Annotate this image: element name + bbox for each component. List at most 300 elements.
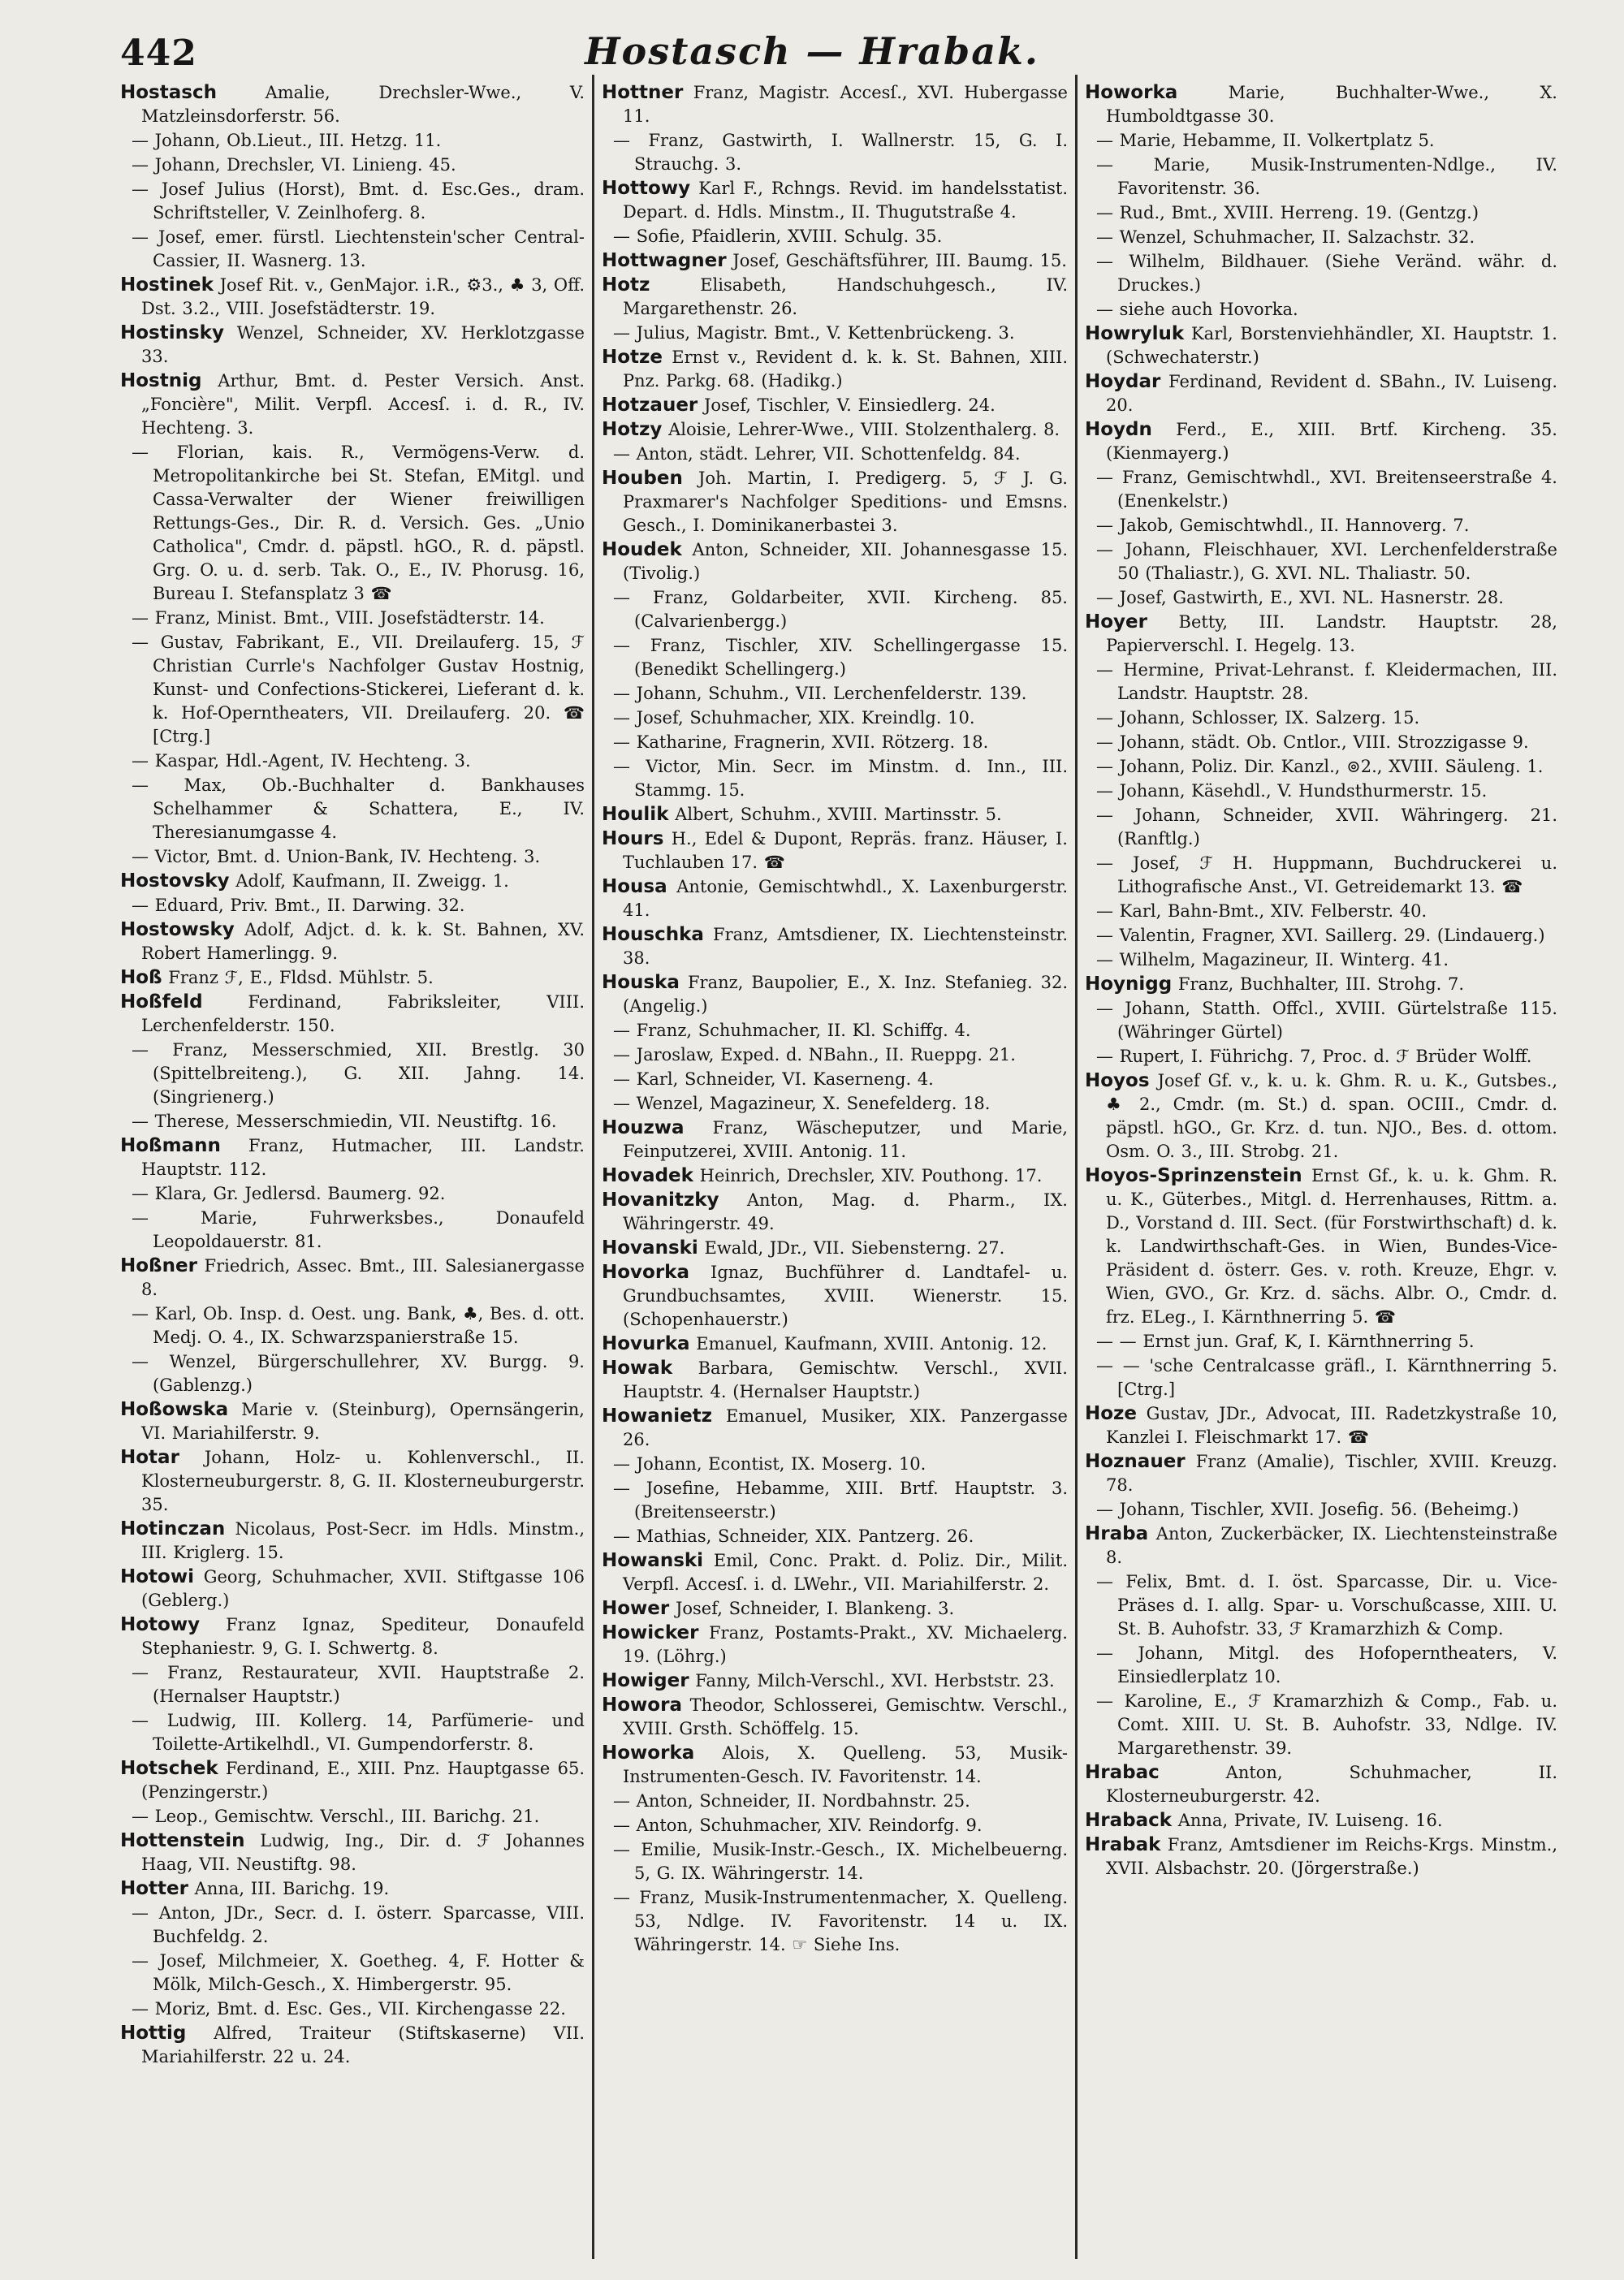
entry-surname: Hotter [120, 1878, 188, 1899]
directory-entry [1085, 418, 1557, 465]
directory-entry [602, 394, 1068, 417]
entry-details: — Johann, Statth. Offcl., XVIII. Gürtelstraße 115. (Währinger Gürtel) [1096, 999, 1557, 1042]
entry-surname: Houzwa [602, 1117, 685, 1138]
entry-details: — Karoline, E., ℱ Kramarzhizh & Comp., Fab. u. Comt. XIII. U. St. B. Auhofstr. 33, Ndlge. IV. Margarethenstr. 39. [1096, 1691, 1557, 1758]
directory-entry [602, 1237, 1068, 1260]
entry-details: Karl F., Rchngs. Revid. im handelsstatist. Depart. d. Hdls. Minstm., II. Thugutstraße 4. [623, 179, 1068, 222]
directory-entry [602, 706, 1068, 730]
directory-entry [602, 1332, 1068, 1356]
entry-details: Emanuel, Kaufmann, XVIII. Antonig. 12. [696, 1334, 1047, 1354]
directory-entry [120, 991, 585, 1038]
directory-entry [602, 1477, 1068, 1524]
directory-entry [1085, 779, 1557, 803]
directory-entry [602, 346, 1068, 393]
entry-details: — Johann, Mitgl. des Hofoperntheaters, V. Einsiedlerplatz 10. [1096, 1643, 1557, 1686]
entry-details: Franz, Baupolier, E., X. Inz. Stefanieg. 32. (Angelig.) [623, 973, 1068, 1016]
entry-details: Adolf, Adjct. d. k. k. St. Bahnen, XV. Robert Hamerlingg. 9. [141, 920, 585, 963]
entry-details: Ludwig, Ing., Dir. d. ℱ Johannes Haag, VII. Neustiftg. 98. [141, 1831, 585, 1874]
directory-entry [120, 966, 585, 990]
entry-surname: Hraback [1085, 1810, 1173, 1831]
entry-details: — — Ernst jun. Graf, K, I. Kärnthnerring 5. [1096, 1332, 1475, 1351]
entry-details: — Marie, Hebamme, II. Volkertplatz 5. [1096, 131, 1435, 150]
entry-details: — Karl, Ob. Insp. d. Oest. ung. Bank, ♣, Bes. d. ott. Medj. O. 4., IX. Schwarzspanierstraße 15. [132, 1304, 585, 1347]
directory-entry [602, 586, 1068, 633]
directory-entry [120, 631, 585, 749]
entry-details: — Sofie, Pfaidlerin, XVIII. Schulg. 35. [613, 227, 943, 246]
entry-details: Josef Rit. v., GenMajor. i.R., ⚙3., ♣ 3, Off. Dst. 3.2., VIII. Josefstädterstr. 19. [141, 275, 585, 318]
directory-entry [602, 1092, 1068, 1116]
directory-entry [120, 749, 585, 773]
entry-surname: Hottig [120, 2023, 187, 2044]
directory-entry [120, 774, 585, 844]
directory-entry [1085, 1450, 1557, 1497]
directory-entry [1085, 586, 1557, 610]
directory-entry [602, 1019, 1068, 1043]
directory-entry [602, 971, 1068, 1018]
entry-details: — Gustav, Fabrikant, E., VII. Dreilauferg. 15, ℱ Christian Currle's Nachfolger Gustav Hostnig, Kunst- und Confections-Stickerei, Lieferant d. k. k. Hof-Operntheaters, VII. Dreilauferg. 20. ☎ [Ctrg.] [132, 633, 585, 746]
directory-entry [120, 322, 585, 369]
entry-surname: Howak [602, 1358, 673, 1379]
entry-surname: Hoßner [120, 1255, 197, 1276]
directory-entry [120, 1302, 585, 1349]
directory-entry [602, 418, 1068, 442]
entry-details: — Florian, kais. R., Vermögens-Verw. d. Metropolitankirche bei St. Stefan, EMitgl. und Cassa-Verwalter der Wiener freiwilligen Rettungs-Ges., Dir. R. d. Versich. Ges. „Unio Catholica", Cmdr. d. päpstl. hGO., R. d. päpstl. Grg. O. u. d. serb. Tak. O., E., IV. Phorusg. 16, Bureau I. Stefansplatz 3 ☎ [132, 443, 585, 603]
directory-entry [1085, 948, 1557, 972]
directory-entry [120, 1829, 585, 1876]
entry-surname: Hoß [120, 967, 162, 988]
entry-surname: Hoynigg [1085, 974, 1173, 995]
directory-entry [1085, 973, 1557, 996]
entry-details: — Moriz, Bmt. d. Esc. Ges., VII. Kirchengasse 22. [132, 1999, 566, 2019]
directory-entry [1085, 201, 1557, 225]
directory-entry [602, 81, 1068, 128]
entry-details: — Victor, Min. Secr. im Minstm. d. Inn., III. Stammg. 15. [613, 757, 1068, 800]
entry-surname: Hotschek [120, 1758, 218, 1779]
entry-details: Anton, Schuhmacher, II. Klosterneuburgerstr. 42. [1106, 1763, 1557, 1806]
entry-surname: Hower [602, 1598, 670, 1619]
entry-details: Ignaz, Buchführer d. Landtafel- u. Grundbuchsamtes, XVIII. Wienerstr. 15. (Schopenhauerstr.) [623, 1263, 1068, 1329]
directory-entry [602, 634, 1068, 681]
entry-details: Arthur, Bmt. d. Pester Versich. Anst. „Foncière", Milit. Verpfl. Accesſ. i. d. R., IV. Hechteng. 3. [141, 371, 585, 438]
directory-entry [602, 875, 1068, 922]
entry-details: Josef, Schneider, I. Blankeng. 3. [675, 1599, 955, 1618]
directory-entry [602, 803, 1068, 827]
directory-entry [120, 845, 585, 869]
entry-surname: Hostinek [120, 274, 214, 296]
entry-details: Franz, Buchhalter, III. Strohg. 7. [1177, 974, 1465, 994]
entry-surname: Hraba [1085, 1523, 1149, 1544]
entry-details: — Johann, Drechsler, VI. Linieng. 45. [132, 155, 456, 175]
entry-details: — Katharine, Fragnerin, XVII. Rötzerg. 18. [613, 732, 989, 752]
directory-entry [1085, 852, 1557, 899]
entry-details: — Wenzel, Bürgerschullehrer, XV. Burgg. 9. (Gablenzg.) [132, 1352, 585, 1395]
directory-entry [602, 1597, 1068, 1621]
directory-entry [1085, 298, 1557, 322]
entry-surname: Hours [602, 828, 664, 849]
entry-details: — Johann, Käsehdl., V. Hundsthurmerstr. 15. [1096, 781, 1488, 801]
directory-entry [120, 607, 585, 630]
entry-surname: Hotz [602, 274, 650, 296]
entry-surname: Howanski [602, 1550, 704, 1571]
entry-details: — Wilhelm, Bildhauer. (Siehe Veränd. währ. d. Druckes.) [1096, 252, 1557, 295]
directory-entry [1085, 1069, 1557, 1164]
directory-entry [1085, 755, 1557, 779]
entry-surname: Hoyos [1085, 1070, 1150, 1091]
entry-surname: Howiger [602, 1670, 689, 1691]
directory-entry [602, 1814, 1068, 1837]
entry-surname: Howryluk [1085, 323, 1185, 344]
directory-entry [1085, 322, 1557, 369]
directory-entry [120, 81, 585, 128]
entry-surname: Hotowy [120, 1614, 201, 1635]
entry-details: Alfred, Traiteur (Stiftskaserne) VII. Mariahilferstr. 22 u. 24. [141, 2023, 585, 2066]
entry-surname: Hovadek [602, 1165, 693, 1186]
directory-entry [1085, 1642, 1557, 1689]
directory-entry [120, 894, 585, 918]
entry-surname: Houdek [602, 539, 682, 560]
entry-details: — Karl, Bahn-Bmt., XIV. Felberstr. 40. [1096, 901, 1427, 921]
entry-surname: Hoßowska [120, 1399, 229, 1420]
directory-entry [120, 1182, 585, 1206]
entry-details: — Victor, Bmt. d. Union-Bank, IV. Hechteng. 3. [132, 847, 541, 866]
entry-details: — Max, Ob.-Buchhalter d. Bankhauses Schelhammer & Schattera, E., IV. Theresianumgasse 4. [132, 775, 585, 842]
entry-surname: Houska [602, 972, 680, 993]
entry-surname: Hostinsky [120, 322, 224, 343]
entry-details: — Johann, städt. Ob. Cntlor., VIII. Strozzigasse 9. [1096, 732, 1529, 752]
entry-details: — Josef, emer. fürstl. Liechtenstein'scher Central-Cassier, II. Wasnerg. 13. [132, 227, 585, 270]
entry-details: Johann, Holz- u. Kohlenverschl., II. Klosterneuburgerstr. 8, G. II. Klosterneuburgerstr. 35. [141, 1448, 585, 1514]
entry-details: Marie, Buchhalter-Wwe., X. Humboldtgasse 30. [1106, 83, 1557, 126]
directory-entry [1085, 514, 1557, 538]
entry-details: Josef Gf. v., k. u. k. Ghm. R. u. K., Gutsbes., ♣ 2., Cmdr. (m. St.) d. span. OCIII., Cmdr. d. päpstl. hGO., Gr. Krz. d. tun. NJO., Bes. d. ottom. Osm. O. 3., III. Strobg. 21. [1106, 1071, 1557, 1161]
entry-surname: Houben [602, 468, 683, 489]
directory-entry [602, 1790, 1068, 1813]
entry-surname: Hotze [602, 347, 663, 368]
entry-details: Franz, Postamts-Prakt., XV. Michaelerg. 19. (Löhrg.) [623, 1623, 1068, 1666]
entry-surname: Hrabac [1085, 1762, 1160, 1783]
entry-details: Aloisie, Lehrer-Wwe., VIII. Stolzenthalerg. 8. [668, 420, 1060, 439]
directory-entry [602, 1838, 1068, 1885]
directory-entry [120, 870, 585, 893]
directory-entry [602, 1886, 1068, 1957]
entry-surname: Hovanski [602, 1237, 698, 1259]
directory-column-2 [602, 81, 1068, 2265]
entry-details: — Ludwig, III. Kollerg. 14, Parfümerie- und Toilette-Artikelhdl., VI. Gumpendorferstr. 8. [132, 1711, 585, 1754]
directory-entry [1085, 1330, 1557, 1354]
entry-details: — Jakob, Gemischtwhdl., II. Hannoverg. 7. [1096, 516, 1470, 535]
entry-details: — Jaroslaw, Exped. d. NBahn., II. Rueppg. 21. [613, 1045, 1016, 1064]
directory-entry [1085, 706, 1557, 730]
directory-entry [1085, 659, 1557, 706]
directory-entry [602, 1669, 1068, 1693]
entry-surname: Hostovsky [120, 870, 230, 892]
entry-surname: Howorka [602, 1742, 695, 1764]
entry-details: Ferd., E., XIII. Brtf. Kircheng. 35. (Kienmayerg.) [1106, 420, 1557, 463]
entry-details: Ewald, JDr., VII. Siebensterng. 27. [704, 1238, 1005, 1258]
entry-details: — Franz, Tischler, XIV. Schellingergasse 15. (Benedikt Schellingerg.) [613, 636, 1068, 679]
directory-entry [1085, 1045, 1557, 1069]
directory-entry [602, 1261, 1068, 1332]
directory-entry [1085, 370, 1557, 417]
directory-entry [1085, 804, 1557, 851]
entry-surname: Hovurka [602, 1333, 690, 1354]
entry-details: — Wenzel, Schuhmacher, II. Salzachstr. 32. [1096, 227, 1475, 247]
directory-entry [602, 1549, 1068, 1596]
column-divider [592, 75, 594, 2259]
directory-entry [1085, 250, 1557, 297]
directory-entry [602, 731, 1068, 754]
entry-details: Fanny, Milch-Verschl., XVI. Herbststr. 23. [695, 1671, 1055, 1691]
entry-details: — Josefine, Hebamme, XIII. Brtf. Hauptstr. 3. (Breitenseerstr.) [613, 1479, 1068, 1522]
entry-details: Anna, Private, IV. Luiseng. 16. [1177, 1811, 1443, 1830]
entry-details: — Franz, Restaurateur, XVII. Hauptstraße 2. (Hernalser Hauptstr.) [132, 1663, 585, 1706]
entry-details: — Anton, JDr., Secr. d. I. österr. Sparcasse, VIII. Buchfeldg. 2. [132, 1903, 585, 1946]
entry-details: — Johann, Tischler, XVII. Josefig. 56. (Beheimg.) [1096, 1500, 1519, 1519]
directory-entry [120, 1446, 585, 1517]
entry-details: Amalie, Drechsler-Wwe., V. Matzleinsdorferstr. 56. [141, 83, 585, 126]
entry-details: Georg, Schuhmacher, XVII. Stiftgasse 106 (Geblerg.) [141, 1567, 585, 1610]
entry-surname: Hotowi [120, 1566, 194, 1587]
directory-entry [120, 1757, 585, 1804]
directory-entry [120, 441, 585, 606]
directory-entry [602, 1525, 1068, 1548]
entry-surname: Hovorka [602, 1262, 690, 1283]
entry-details: — Valentin, Fragner, XVI. Saillerg. 29. (Lindauerg.) [1096, 926, 1545, 945]
entry-details: — Rupert, I. Führichg. 7, Proc. d. ℱ Brüder Wolff. [1096, 1047, 1532, 1066]
directory-entry [602, 755, 1068, 802]
directory-entry [120, 1661, 585, 1708]
directory-entry [1085, 900, 1557, 923]
entry-details: Franz, Amtsdiener im Reichs-Krgs. Minstm., XVII. Alsbachstr. 20. (Jörgerstraße.) [1106, 1835, 1557, 1878]
directory-entry [1085, 226, 1557, 249]
directory-entry [602, 1043, 1068, 1067]
entry-details: — Franz, Schuhmacher, II. Kl. Schiffg. 4. [613, 1021, 971, 1040]
directory-entry [120, 1110, 585, 1134]
directory-entry [602, 249, 1068, 273]
entry-details: — Franz, Goldarbeiter, XVII. Kircheng. 85. (Calvarienbergg.) [613, 588, 1068, 631]
directory-entry [602, 1164, 1068, 1188]
entry-surname: Hostnig [120, 370, 202, 391]
directory-entry [120, 153, 585, 177]
entry-surname: Houlik [602, 804, 669, 825]
entry-details: Joh. Martin, I. Predigerg. 5, ℱ J. G. Praxmarer's Nachfolger Speditions- und Emsns. Gesch., I. Dominikanerbastei 3. [623, 469, 1068, 535]
directory-entry [602, 1405, 1068, 1452]
directory-entry [1085, 1354, 1557, 1401]
entry-surname: Hostasch [120, 82, 217, 103]
entry-surname: Hoßmann [120, 1135, 221, 1156]
entry-surname: Hrabak [1085, 1834, 1161, 1855]
directory-entry [120, 1950, 585, 1997]
entry-details: Franz ℱ, E., Fldsd. Mühlstr. 5. [168, 968, 434, 987]
entry-details: Nicolaus, Post-Secr. im Hdls. Minstm., III. Kriglerg. 15. [141, 1519, 585, 1562]
directory-entry [1085, 924, 1557, 948]
entry-surname: Hottenstein [120, 1830, 245, 1851]
entry-details: — Johann, Poliz. Dir. Kanzl., ⊚2., XVIII. Säuleng. 1. [1096, 757, 1544, 776]
directory-entry [120, 1613, 585, 1660]
entry-details: Barbara, Gemischtw. Verschl., XVII. Hauptstr. 4. (Hernalser Hauptstr.) [623, 1358, 1068, 1401]
entry-details: — Felix, Bmt. d. I. öst. Sparcasse, Dir. u. Vice-Präses d. I. allg. Spar- u. Vorschußcasse, XIII. U. St. B. Auhofstr. 33, ℱ Kramarzhizh & Comp. [1096, 1572, 1557, 1639]
entry-details: Ferdinand, E., XIII. Pnz. Hauptgasse 65. (Penzingerstr.) [141, 1759, 585, 1802]
entry-details: Ferdinand, Revident d. SBahn., IV. Luiseng. 20. [1106, 372, 1557, 415]
directory-column-3 [1085, 81, 1557, 2265]
directory-entry [1085, 153, 1557, 201]
entry-details: Albert, Schuhm., XVIII. Martinsstr. 5. [675, 805, 1002, 824]
entry-details: — siehe auch Hovorka. [1096, 300, 1298, 319]
entry-details: — Hermine, Privat-Lehranst. f. Kleidermachen, III. Landstr. Hauptstr. 28. [1096, 660, 1557, 703]
entry-details: Emanuel, Musiker, XIX. Panzergasse 26. [623, 1406, 1068, 1449]
entry-details: — Josef, Schuhmacher, XIX. Kreindlg. 10. [613, 708, 975, 728]
entry-surname: Hoznauer [1085, 1451, 1186, 1472]
entry-surname: Hostowsky [120, 919, 235, 940]
entry-surname: Hoydn [1085, 419, 1152, 440]
directory-entry [120, 1709, 585, 1756]
entry-details: Theodor, Schlosserei, Gemischtw. Verschl., XVIII. Grsth. Schöffelg. 15. [623, 1695, 1068, 1738]
entry-surname: Hotzy [602, 419, 663, 440]
directory-entry [1085, 538, 1557, 585]
directory-entry [1085, 1809, 1557, 1833]
directory-entry [120, 1254, 585, 1302]
entry-details: — Johann, Fleischhauer, XVI. Lerchenfelderstraße 50 (Thaliastr.), G. XVI. NL. Thaliastr. 50. [1096, 540, 1557, 583]
entry-details: — Eduard, Priv. Bmt., II. Darwing. 32. [132, 896, 465, 915]
entry-details: — Rud., Bmt., XVIII. Herreng. 19. (Gentzg.) [1096, 203, 1479, 222]
directory-entry [120, 2022, 585, 2069]
directory-entry [602, 443, 1068, 466]
directory-entry [602, 1068, 1068, 1091]
directory-entry [120, 1997, 585, 2021]
directory-entry [120, 1565, 585, 1613]
entry-details: Franz, Magistr. Accesſ., XVI. Hubergasse 11. [623, 83, 1068, 126]
directory-entry [120, 1039, 585, 1109]
entry-surname: Howanietz [602, 1406, 713, 1427]
entry-surname: Hottowy [602, 178, 691, 199]
entry-details: Ernst v., Revident d. k. k. St. Bahnen, XIII. Pnz. Parkg. 68. (Hadikg.) [623, 348, 1068, 391]
entry-details: Friedrich, Assec. Bmt., III. Salesianergasse 8. [141, 1256, 585, 1299]
entry-details: Anna, III. Barichg. 19. [194, 1879, 390, 1898]
directory-entry [602, 467, 1068, 538]
directory-entry [602, 1357, 1068, 1404]
directory-entry [120, 918, 585, 965]
directory-entry [602, 827, 1068, 874]
entry-details: — Josef Julius (Horst), Bmt. d. Esc.Ges., dram. Schriftsteller, V. Zeinlhoferg. 8. [132, 179, 585, 222]
directory-entry [602, 1742, 1068, 1789]
entry-details: — Franz, Musik-Instrumentenmacher, X. Quelleng. 53, Ndlge. IV. Favoritenstr. 14 u. IX. Währingerstr. 14. ☞ Siehe Ins. [613, 1888, 1068, 1954]
entry-details: Josef, Geschäftsführer, III. Baumg. 15. [732, 251, 1067, 270]
directory-entry [120, 1207, 585, 1254]
entry-details: Josef, Tischler, V. Einsiedlerg. 24. [703, 395, 996, 415]
entry-details: — Therese, Messerschmiedin, VII. Neustiftg. 16. [132, 1112, 557, 1131]
directory-entry [602, 923, 1068, 970]
entry-surname: Howorka [1085, 82, 1178, 103]
entry-details: — Johann, Econtist, IX. Moserg. 10. [613, 1454, 926, 1474]
entry-surname: Hottwagner [602, 250, 727, 271]
entry-details: Gustav, JDr., Advocat, III. Radetzkystraße 10, Kanzlei I. Fleischmarkt 17. ☎ [1106, 1404, 1557, 1447]
entry-details: Ernst Gf., k. u. k. Ghm. R. u. K., Güterbes., Mitgl. d. Herrenhauses, Rittm. a. D., Vorstand d. III. Sect. (für Forstwirthschaft) d. k. k. Landwirthschaft-Ges. in Wien, Bundes-Vice-Präsident d. österr. Ges. v. roth. Kreuze, Ehgr. v. Wien, GVO., Gr. Krz. d. sächs. Albr. O., Cmdr. d. frz. ELeg., I. Kärnthnerring 5. ☎ [1106, 1166, 1557, 1327]
entry-details: Franz, Amtsdiener, IX. Liechtensteinstr. 38. [623, 925, 1068, 968]
directory-entry [120, 369, 585, 440]
directory-entry [602, 1621, 1068, 1669]
entry-details: Franz Ignaz, Spediteur, Donaufeld Stephaniestr. 9, G. I. Schwertg. 8. [141, 1615, 585, 1658]
entry-details: Emil, Conc. Prakt. d. Poliz. Dir., Milit. Verpfl. Accesſ. i. d. LWehr., VII. Mariahilferstr. 2. [623, 1551, 1068, 1594]
entry-details: — Marie, Fuhrwerksbes., Donaufeld Leopoldauerstr. 81. [132, 1208, 585, 1251]
entry-details: — Josef, Milchmeier, X. Goetheg. 4, F. Hotter & Mölk, Milch-Gesch., X. Himbergerstr. 95. [132, 1951, 585, 1994]
entry-details: — Johann, Schneider, XVII. Währingerg. 21. (Ranftlg.) [1096, 805, 1557, 849]
entry-details: — Anton, städt. Lehrer, VII. Schottenfeldg. 84. [613, 444, 1021, 464]
directory-entry [602, 682, 1068, 706]
directory-entry [1085, 1522, 1557, 1570]
directory-entry [120, 1902, 585, 1949]
directory-entry [120, 274, 585, 321]
entry-details: — Johann, Ob.Lieut., III. Hetzg. 11. [132, 131, 442, 150]
directory-entry [602, 1116, 1068, 1164]
entry-details: — Johann, Schuhm., VII. Lerchenfelderstr. 139. [613, 684, 1027, 703]
directory-entry [1085, 1498, 1557, 1522]
directory-entry [602, 225, 1068, 248]
directory-entry [120, 1518, 585, 1565]
entry-details: — Wenzel, Magazineur, X. Senefelderg. 18. [613, 1094, 991, 1113]
entry-details: — Franz, Gemischtwhdl., XVI. Breitenseerstraße 4. (Enenkelstr.) [1096, 468, 1557, 511]
directory-entry [1085, 997, 1557, 1044]
entry-surname: Houschka [602, 924, 704, 945]
entry-details: Alois, X. Quelleng. 53, Musik-Instrumenten-Gesch. IV. Favoritenstr. 14. [623, 1743, 1068, 1786]
directory-entry [1085, 1570, 1557, 1641]
directory-entry [1085, 1690, 1557, 1760]
directory-entry [120, 226, 585, 273]
entry-surname: Hotzauer [602, 395, 698, 416]
directory-entry [602, 129, 1068, 176]
directory-entry [602, 1453, 1068, 1476]
entry-details: — Johann, Schlosser, IX. Salzerg. 15. [1096, 708, 1420, 728]
page-number: 442 [120, 32, 197, 74]
entry-details: — Josef, ℱ H. Huppmann, Buchdruckerei u. Lithografische Anst., VI. Getreidemarkt 13. ☎ [1096, 853, 1557, 896]
entry-details: Antonie, Gemischtwhdl., X. Laxenburgerstr. 41. [623, 877, 1068, 920]
entry-details: Anton, Zuckerbäcker, IX. Liechtensteinstraße 8. [1106, 1524, 1557, 1567]
directory-entry [602, 538, 1068, 585]
entry-details: Adolf, Kaufmann, II. Zweigg. 1. [235, 871, 509, 891]
directory-entry [1085, 1833, 1557, 1881]
entry-details: H., Edel & Dupont, Repräs. franz. Häuser, I. Tuchlauben 17. ☎ [623, 829, 1068, 872]
directory-entry [120, 1350, 585, 1397]
directory-column-1 [120, 81, 585, 2265]
directory-entry [1085, 1402, 1557, 1449]
entry-details: Elisabeth, Handschuhgesch., IV. Margarethenstr. 26. [623, 275, 1068, 318]
directory-entry [120, 1805, 585, 1829]
directory-entry [1085, 129, 1557, 153]
entry-surname: Hotinczan [120, 1518, 226, 1539]
entry-surname: Hotar [120, 1447, 179, 1468]
directory-entry [602, 177, 1068, 224]
directory-entry [120, 1877, 585, 1901]
entry-surname: Hoze [1085, 1403, 1138, 1424]
entry-details: — Julius, Magistr. Bmt., V. Kettenbrückeng. 3. [613, 323, 1015, 343]
entry-surname: Housa [602, 876, 667, 897]
directory-entry [602, 322, 1068, 345]
entry-details: Betty, III. Landstr. Hauptstr. 28, Papierverschl. I. Hegelg. 13. [1106, 612, 1557, 655]
directory-entry [120, 1398, 585, 1445]
entry-details: — Marie, Musik-Instrumenten-Ndlge., IV. Favoritenstr. 36. [1096, 155, 1557, 198]
entry-surname: Hoyos-Sprinzenstein [1085, 1165, 1302, 1186]
entry-details: Anton, Schneider, XII. Johannesgasse 15. (Tivolig.) [623, 540, 1068, 583]
entry-details: Franz, Wäscheputzer, und Marie, Feinputzerei, XVIII. Antonig. 11. [623, 1118, 1068, 1161]
entry-details: — Klara, Gr. Jedlersd. Baumerg. 92. [132, 1184, 446, 1203]
entry-details: Marie v. (Steinburg), Opernsängerin, VI. Mariahilferstr. 9. [141, 1400, 585, 1443]
directory-entry [1085, 81, 1557, 128]
directory-entry [120, 129, 585, 153]
directory-entry [1085, 1164, 1557, 1329]
running-head: Hostasch — Hrabak. [585, 29, 1039, 73]
entry-surname: Hoßfeld [120, 991, 203, 1013]
entry-details: Franz (Amalie), Tischler, XVIII. Kreuzg. 78. [1106, 1452, 1557, 1495]
directory-entry [1085, 731, 1557, 754]
